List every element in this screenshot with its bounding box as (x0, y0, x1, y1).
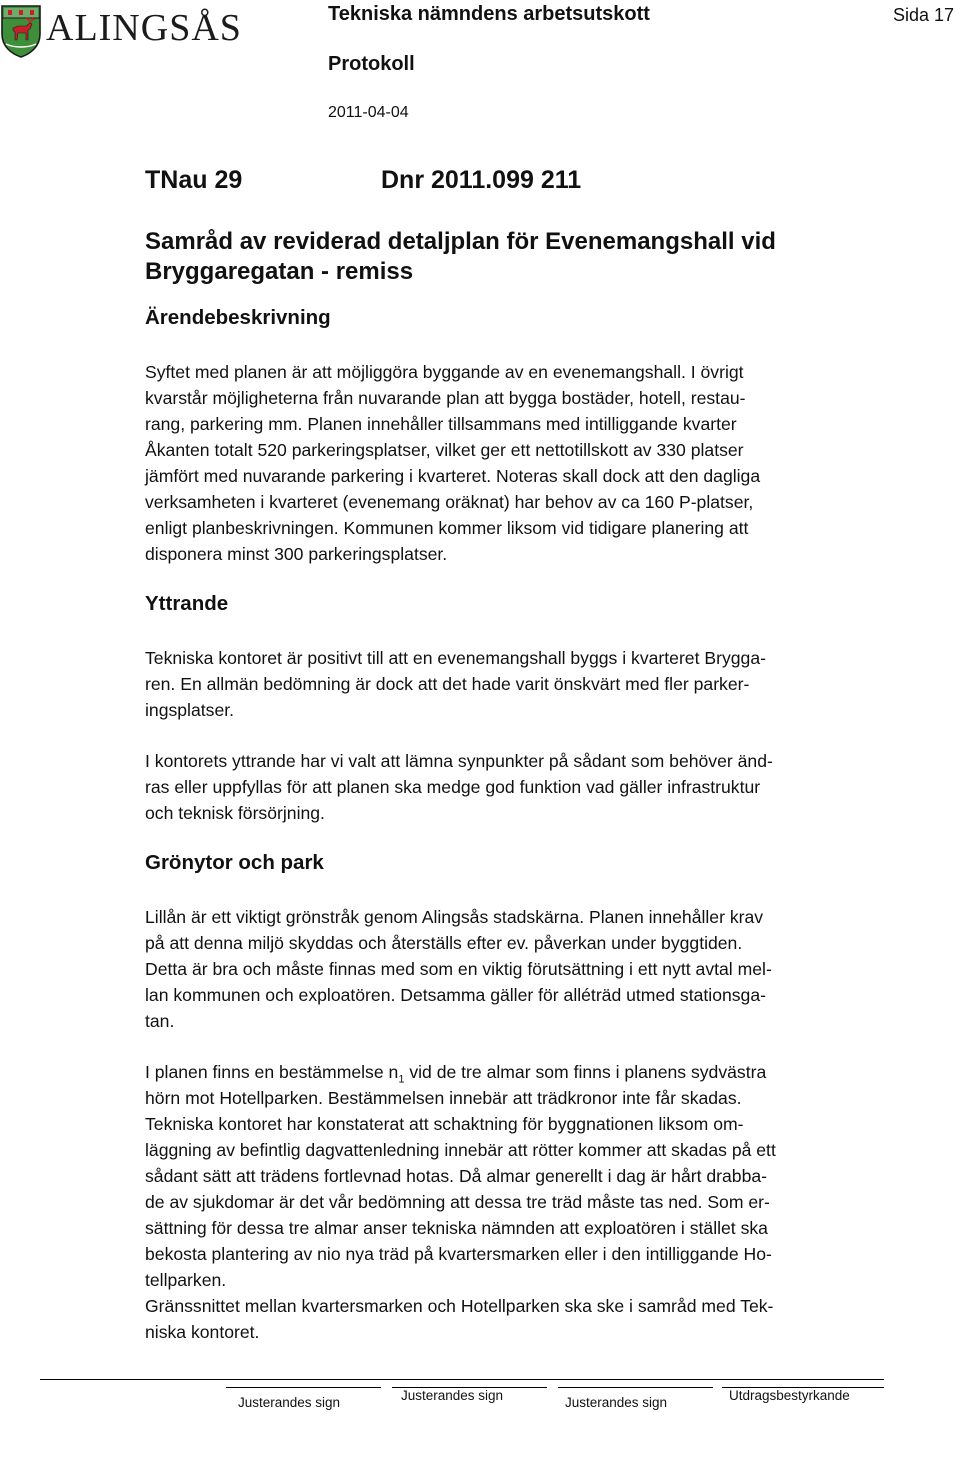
text-line: hörn mot Hotellparken. Bestämmelsen innebär att trädkronor inte får skadas. (145, 1088, 742, 1108)
section-heading-yttrande: Yttrande (145, 592, 229, 615)
text-fragment: vid de tre almar som finns i planens sydvästra (404, 1062, 767, 1082)
gronytor-paragraph-2 (145, 1059, 885, 1345)
gronytor-paragraph-1 (145, 904, 885, 1034)
case-number: TNau 29 (145, 166, 243, 194)
text-line: Detta är bra och måste finnas med som en viktig förutsättning i ett nytt avtal mel- (145, 959, 772, 979)
extract-certified-label: Utdragsbestyrkande (729, 1388, 850, 1403)
text-line (145, 1059, 885, 1085)
alingsas-coat-of-arms-icon (0, 4, 42, 58)
signature-line (226, 1387, 381, 1388)
signature-label-3: Justerandes sign (565, 1395, 668, 1410)
text-line: tan. (145, 1011, 175, 1031)
case-title-line: Bryggaregatan - remiss (145, 258, 414, 285)
text-line: niska kontoret. (145, 1322, 260, 1342)
footer-rule (40, 1379, 884, 1380)
text-line: rang, parkering mm. Planen innehåller tillsammans med intilliggande kvarter (145, 414, 737, 434)
text-line: de av sjukdomar är det vår bedömning att dessa tre träd måste tas ned. Som er- (145, 1192, 770, 1212)
text-line: sättning för dessa tre almar anser tekniska nämnden att exploatören i stället ska (145, 1218, 768, 1238)
text-line: I kontorets yttrande har vi valt att lämna synpunkter på sådant som behöver änd- (145, 751, 773, 771)
text-line: tellparken. (145, 1270, 227, 1290)
text-line: bekosta plantering av nio nya träd på kvartersmarken eller i den intilliggande Ho- (145, 1244, 772, 1264)
subscript: 1 (398, 1073, 405, 1086)
page-number: Sida 17 (893, 5, 955, 25)
text-line: enligt planbeskrivningen. Kommunen kommer liksom vid tidigare planering att (145, 518, 749, 538)
logo-wordmark: ALINGSÅS (46, 7, 242, 49)
yttrande-paragraph-2 (145, 748, 885, 826)
case-title (145, 227, 865, 287)
text-line: lan kommunen och exploatören. Detsamma gäller för alléträd utmed stationsga- (145, 985, 766, 1005)
signature-label-2: Justerandes sign (401, 1388, 504, 1403)
text-line: ingsplatser. (145, 700, 234, 720)
text-line: Tekniska kontoret har konstaterat att schaktning för byggnationen liksom om- (145, 1114, 744, 1134)
section-heading-arendebeskrivning: Ärendebeskrivning (145, 306, 331, 329)
signature-line (558, 1387, 713, 1388)
section-heading-gronytor: Grönytor och park (145, 851, 324, 874)
text-line: ren. En allmän bedömning är dock att det hade varit önskvärt med fler parker- (145, 674, 750, 694)
text-line: läggning av befintlig dagvattenledning innebär att rötter kommer att skadas på ett (145, 1140, 776, 1160)
text-line: Gränssnittet mellan kvartersmarken och Hotellparken ska ske i samråd med Tek- (145, 1296, 774, 1316)
text-line: och teknisk försörjning. (145, 803, 325, 823)
text-line: ras eller uppfyllas för att planen ska medge god funktion vad gäller infrastruktur (145, 777, 761, 797)
text-line: verksamheten i kvarteret (evenemang oräknat) har behov av ca 160 P-platser, (145, 492, 754, 512)
municipality-logo (0, 4, 258, 60)
text-fragment: I planen finns en bestämmelse n (145, 1062, 399, 1082)
text-line: Åkanten totalt 520 parkeringsplatser, vilket ger ett nettotillskott av 330 platser (145, 440, 744, 460)
text-line: jämfört med nuvarande parkering i kvarteret. Noteras skall dock att den dagliga (145, 466, 761, 486)
case-title-line: Samråd av reviderad detaljplan för Evenemangshall vid (145, 228, 776, 255)
text-line: disponera minst 300 parkeringsplatser. (145, 544, 448, 564)
document-date: 2011-04-04 (328, 104, 409, 121)
committee-name: Tekniska nämndens arbetsutskott (328, 3, 650, 25)
text-line: på att denna miljö skyddas och återställs efter ev. påverkan under byggtiden. (145, 933, 743, 953)
signature-label-1: Justerandes sign (238, 1395, 341, 1410)
text-line: sådant sätt att trädens fortlevnad hotas. Då almar generellt i dag är hårt drabba- (145, 1166, 768, 1186)
text-line: Syftet med planen är att möjliggöra byggande av en evenemangshall. I övrigt (145, 362, 744, 382)
case-dnr: Dnr 2011.099 211 (381, 166, 582, 194)
case-heading (145, 166, 581, 195)
arendebeskrivning-paragraph (145, 359, 885, 567)
yttrande-paragraph-1 (145, 645, 885, 723)
text-line: Tekniska kontoret är positivt till att en evenemangshall byggs i kvarteret Brygga- (145, 648, 766, 668)
text-line: Lillån är ett viktigt grönstråk genom Alingsås stadskärna. Planen innehåller krav (145, 907, 764, 927)
document-type: Protokoll (328, 53, 415, 75)
text-line: kvarstår möjligheterna från nuvarande plan att bygga bostäder, hotell, restau- (145, 388, 746, 408)
